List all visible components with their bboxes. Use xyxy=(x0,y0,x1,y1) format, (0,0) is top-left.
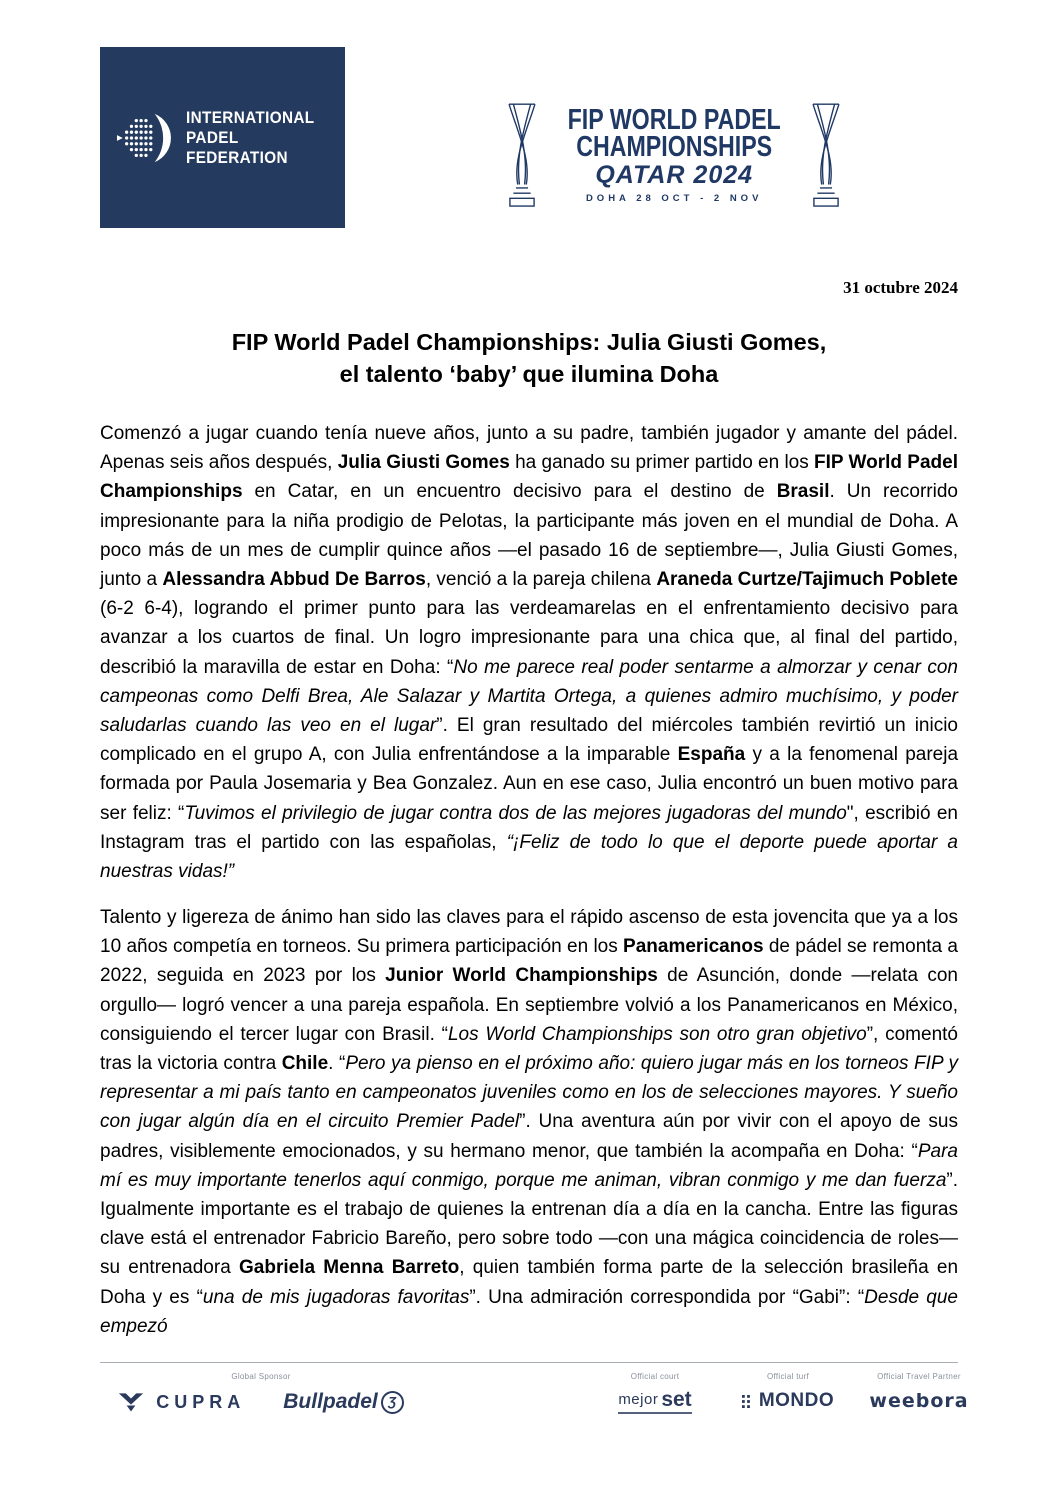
text-run: Tuvimos el privilegio de jugar contra dos de las mejores jugadoras del mundo xyxy=(184,802,847,824)
cupra-wordmark: CUPRA xyxy=(156,1391,246,1412)
text-run: de pádel se remonta a 2022, seguida en 2023 por los xyxy=(100,936,958,987)
trophy-icon xyxy=(503,87,541,225)
bullpadel-emblem-icon: Ʒ xyxy=(381,1391,404,1414)
weebora-logo: weebora xyxy=(869,1390,969,1412)
event-logo-text xyxy=(541,104,807,204)
article-title-line2: el talento ‘baby’ que ilumina Doha xyxy=(339,361,719,387)
text-run: Panamericanos xyxy=(623,936,764,958)
document-date: 31 octubre 2024 xyxy=(843,278,958,297)
text-run: ”. El gran resultado del miércoles también revirtió un inicio complicado en el grupo A, con Julia enfrentándose a la imparable xyxy=(100,715,958,766)
article-paragraph-1 xyxy=(100,419,958,886)
bullpadel-logo xyxy=(283,1390,404,1414)
event-dates: DOHA 28 OCT - 2 NOV xyxy=(585,193,763,204)
text-run: Los World Championships son otro gran objetivo xyxy=(447,1023,867,1045)
ipf-logo xyxy=(100,47,345,228)
event-edition: QATAR 2024 xyxy=(595,161,754,189)
ipf-logo-mark-icon xyxy=(116,109,174,167)
text-run: una de mis jugadoras favoritas xyxy=(202,1286,470,1308)
ipf-text-line: PADEL xyxy=(186,127,239,147)
text-run: ”, comentó tras la victoria contra xyxy=(100,1023,958,1075)
sponsor-group-travel xyxy=(858,1372,980,1412)
article-paragraph-2 xyxy=(100,903,958,1341)
event-logo xyxy=(503,85,813,226)
article-title-line1: FIP World Padel Championships: Julia Giusti Gomes, xyxy=(231,329,827,355)
text-run: Talento y ligereza de ánimo han sido las claves para el rápido ascenso de esta jovencita que ya a los 10 años competía en torneos. Su primera participación en los xyxy=(100,907,958,958)
text-run: Chile xyxy=(281,1053,329,1075)
text-run: (6-2 6-4), logrando el primer punto para las verdeamarelas en el enfrentamiento decisivo para avanzar a los cuartos de final. Un logro impresionante para una chica que, al final del partido, describió la maravilla de estar en Doha: “ xyxy=(100,598,958,678)
text-run: ”. Igualmente importante es el trabajo de quienes la entrenan día a día en la cancha. Entre las figuras clave está el entrenador Fabricio Bareño, pero sobre todo —con una mágica coincidencia de roles— su entrenadora xyxy=(100,1169,958,1279)
mondo-wordmark: MONDO xyxy=(758,1390,835,1411)
bullpadel-wordmark: Bullpadel xyxy=(283,1390,378,1413)
mejorset-wordmark-2: set xyxy=(661,1388,692,1411)
text-run: ”. Una aventura aún por vivir con el apoyo de sus padres, visiblemente emocionados, y su hermano menor, que también la acompaña en Doha: “ xyxy=(100,1111,958,1162)
text-run: Julia Giusti Gomes xyxy=(337,452,510,474)
text-run: en Catar, en un encuentro decisivo para el destino de xyxy=(242,481,777,503)
text-run: Desde que empezó xyxy=(100,1286,958,1337)
ipf-text-line: FEDERATION xyxy=(186,147,289,167)
text-run: Pero ya pienso en el próximo año: quiero jugar más en los torneos FIP y representar a mi país tanto en campeonatos juveniles como en los de selecciones mayores. Y sueño con jugar algún día en el circuito Premier Padel xyxy=(100,1053,958,1133)
text-run: Para mí es muy importante tenerlos aquí conmigo, porque me animan, vibran conmigo y me dan fuerza xyxy=(100,1140,958,1191)
mondo-emblem-icon xyxy=(742,1395,755,1408)
cupra-emblem-icon xyxy=(118,1391,144,1413)
sponsor-group-turf xyxy=(728,1372,848,1412)
sponsor-label: Official Travel Partner xyxy=(877,1372,961,1381)
mejorset-logo xyxy=(618,1390,691,1414)
text-run: Alessandra Abbud De Barros xyxy=(162,569,426,591)
text-run: , quien también forma parte de la selección brasileña en Doha y es “ xyxy=(100,1257,959,1308)
cupra-logo xyxy=(118,1391,245,1413)
text-run: Araneda Curtze/Tajimuch Poblete xyxy=(656,569,958,591)
text-run: . Un recorrido impresionante para la niña prodigio de Pelotas, la participante más joven en el mundial de Doha. A poco más de un mes de cumplir quince años —el pasado 16 de septiembre—, Julia Giusti Gomes, junto a xyxy=(100,481,958,591)
event-title-line: CHAMPIONSHIPS xyxy=(576,131,773,163)
article-title xyxy=(100,326,958,390)
event-title-line: FIP WORLD PADEL xyxy=(567,104,781,136)
text-run: Gabriela Menna Barreto xyxy=(239,1257,460,1279)
trophy-icon xyxy=(807,87,845,225)
mejorset-tagline-bar xyxy=(618,1412,691,1414)
text-run: ", escribió en Instagram tras el partido con las españolas, xyxy=(100,802,958,853)
text-run: ha ganado su primer partido en los xyxy=(509,452,815,474)
sponsor-label: Global Sponsor xyxy=(231,1372,291,1381)
mejorset-wordmark-1: mejor xyxy=(618,1391,659,1408)
text-run: España xyxy=(677,744,746,766)
text-run: FIP World Padel Championships xyxy=(100,452,958,503)
text-run: ”. Una admiración correspondida por “Gabi”: “ xyxy=(469,1286,865,1308)
text-run: de Asunción, donde —relata con orgullo— logró vencer a una pareja española. En septiembre volvió a los Panamericanos en México, consiguiendo el tercer lugar con Brasil. “ xyxy=(100,965,958,1045)
text-run: . “ xyxy=(328,1053,346,1075)
sponsor-group-court xyxy=(594,1372,716,1414)
sponsor-group-global xyxy=(100,1372,422,1414)
text-run: No me parece real poder sentarme a almorzar y cenar con campeonas como Delfi Brea, Ale Salazar y Martita Ortega, a quienes admiro muchísimo, y poder saludarlas cuando las veo en el lugar xyxy=(100,656,958,737)
text-run: “¡Feliz de todo lo que el deporte puede aportar a nuestras vidas!” xyxy=(100,831,958,883)
mondo-logo xyxy=(742,1390,834,1412)
ipf-logo-text xyxy=(186,108,314,168)
text-run: Comenzó a jugar cuando tenía nueve años, junto a su padre, también jugador y amante del pádel. Apenas seis años después, xyxy=(100,423,958,474)
footer-divider xyxy=(100,1362,958,1363)
text-run: , venció a la pareja chilena xyxy=(425,569,657,591)
text-run: Brasil xyxy=(776,481,830,503)
ipf-text-line: INTERNATIONAL xyxy=(186,107,315,127)
sponsor-label: Official court xyxy=(630,1372,680,1381)
text-run: Junior World Championships xyxy=(385,965,658,987)
sponsor-label: Official turf xyxy=(767,1372,809,1381)
text-run: y a la fenomenal pareja formada por Paula Josemaria y Bea Gonzalez. Aun en ese caso, Julia encontró un buen motivo para ser feliz: “ xyxy=(100,744,959,824)
